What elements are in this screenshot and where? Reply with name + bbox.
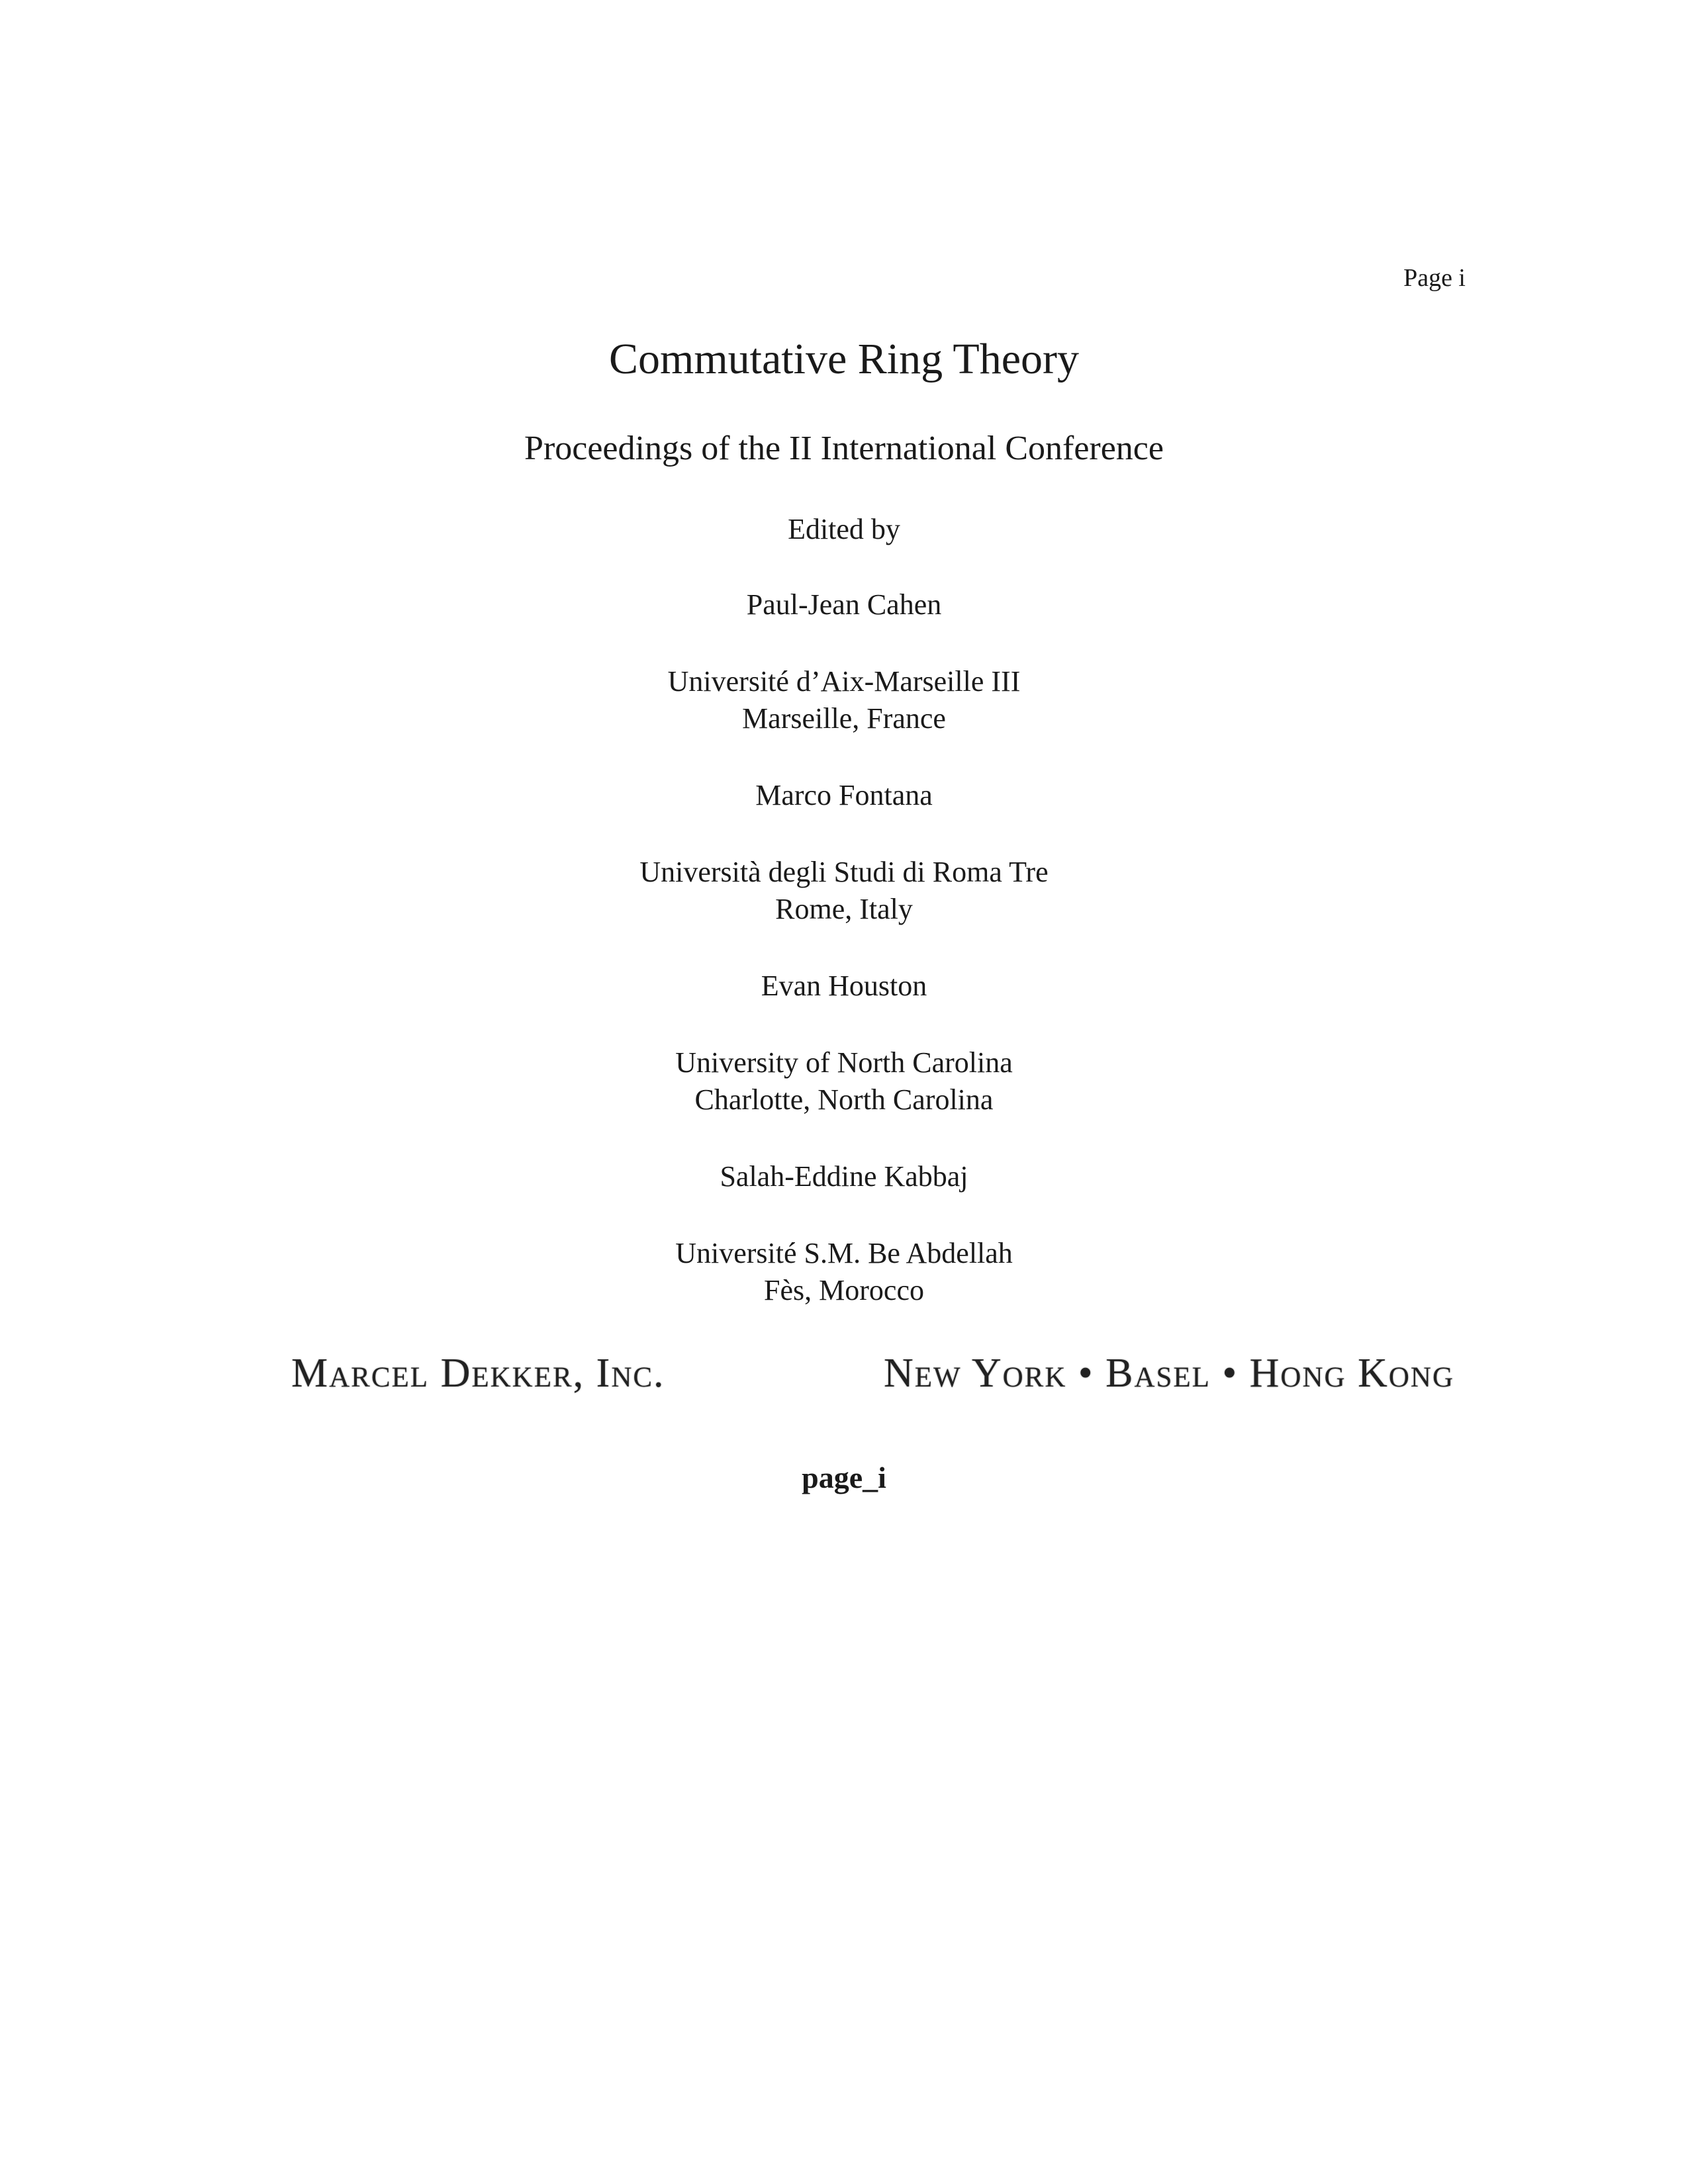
editor-location: Marseille, France: [742, 702, 946, 735]
editor-location: Fès, Morocco: [764, 1274, 924, 1306]
editor-location: Rome, Italy: [775, 893, 913, 925]
book-title: Commutative Ring Theory: [608, 335, 1080, 383]
page-footer-id: page_i: [802, 1461, 886, 1494]
editor-name: Marco Fontana: [755, 779, 933, 811]
book-subtitle: Proceedings of the II International Conference: [524, 430, 1164, 467]
editor-affiliation: Université d’Aix-Marseille III: [667, 665, 1021, 698]
edited-by-label: Edited by: [788, 513, 900, 545]
editor-affiliation: Université S.M. Be Abdellah: [675, 1237, 1013, 1269]
editor-name: Evan Houston: [761, 970, 927, 1002]
editor-name: Salah-Eddine Kabbaj: [720, 1160, 968, 1193]
publisher-name: Marcel Dekker, Inc.: [291, 1351, 665, 1396]
editor-name: Paul-Jean Cahen: [746, 588, 942, 621]
editor-affiliation: Università degli Studi di Roma Tre: [639, 856, 1049, 888]
page-label: Page i: [1403, 264, 1466, 292]
editor-affiliation: University of North Carolina: [675, 1046, 1013, 1079]
editor-location: Charlotte, North Carolina: [694, 1083, 994, 1116]
publisher-cities: New York • Basel • Hong Kong: [884, 1351, 1455, 1396]
